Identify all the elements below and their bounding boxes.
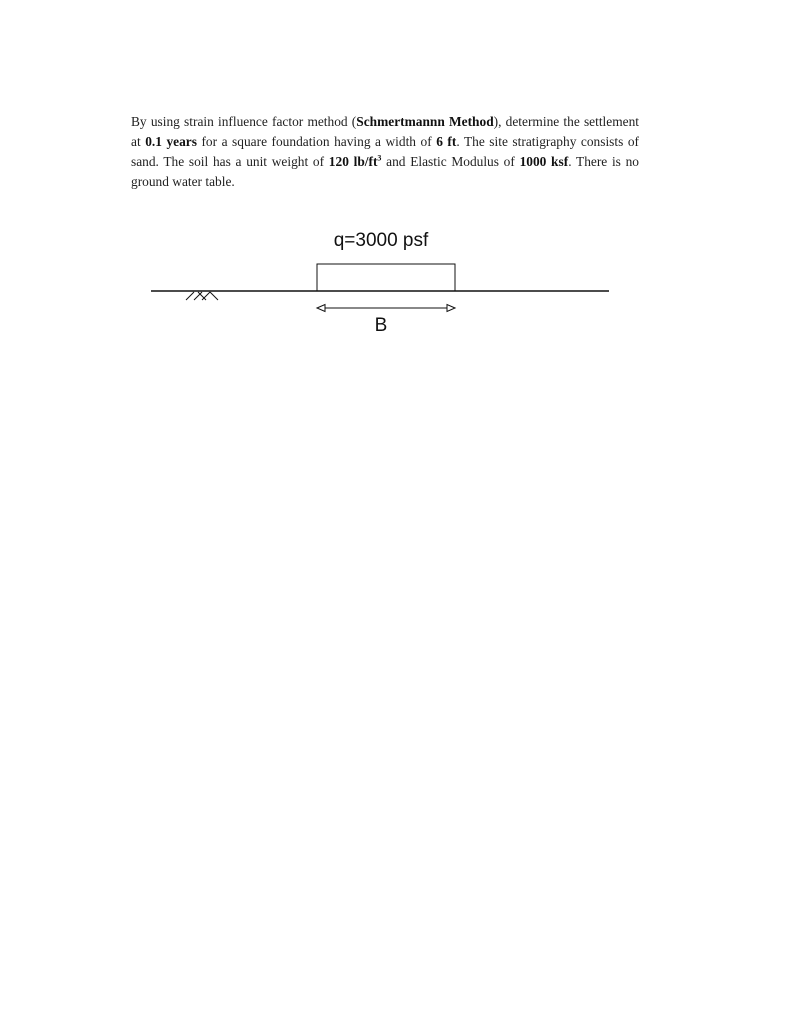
modulus-value: 1000 ksf — [519, 154, 569, 170]
width-label: B — [374, 315, 388, 336]
ground-hatch-symbol — [186, 292, 218, 300]
load-label: q=3000 psf — [333, 230, 429, 251]
intro-text: By using strain influence factor method ( — [131, 114, 357, 130]
text-segment-2: for a square foundation having a width of — [196, 134, 437, 150]
footing — [317, 264, 455, 291]
problem-statement — [131, 112, 639, 192]
unit-weight-text: 120 lb/ft — [328, 154, 378, 170]
unit-weight-value — [329, 154, 382, 169]
text-segment-5: . There is no ground water table. — [131, 154, 639, 190]
text-segment-3: . The site stratigraphy consists of sand. The soil has a unit weight of — [131, 134, 639, 170]
time-value: 0.1 years — [145, 134, 197, 150]
unit-weight-exponent: 3 — [377, 153, 382, 163]
method-name: Schmertmannn Method — [356, 114, 494, 130]
width-value: 6 ft — [436, 134, 457, 150]
width-dimension-arrow — [317, 305, 455, 312]
text-segment-1: ), determine the settlement at — [131, 114, 639, 150]
text-segment-4: and Elastic Modulus of — [381, 154, 520, 170]
